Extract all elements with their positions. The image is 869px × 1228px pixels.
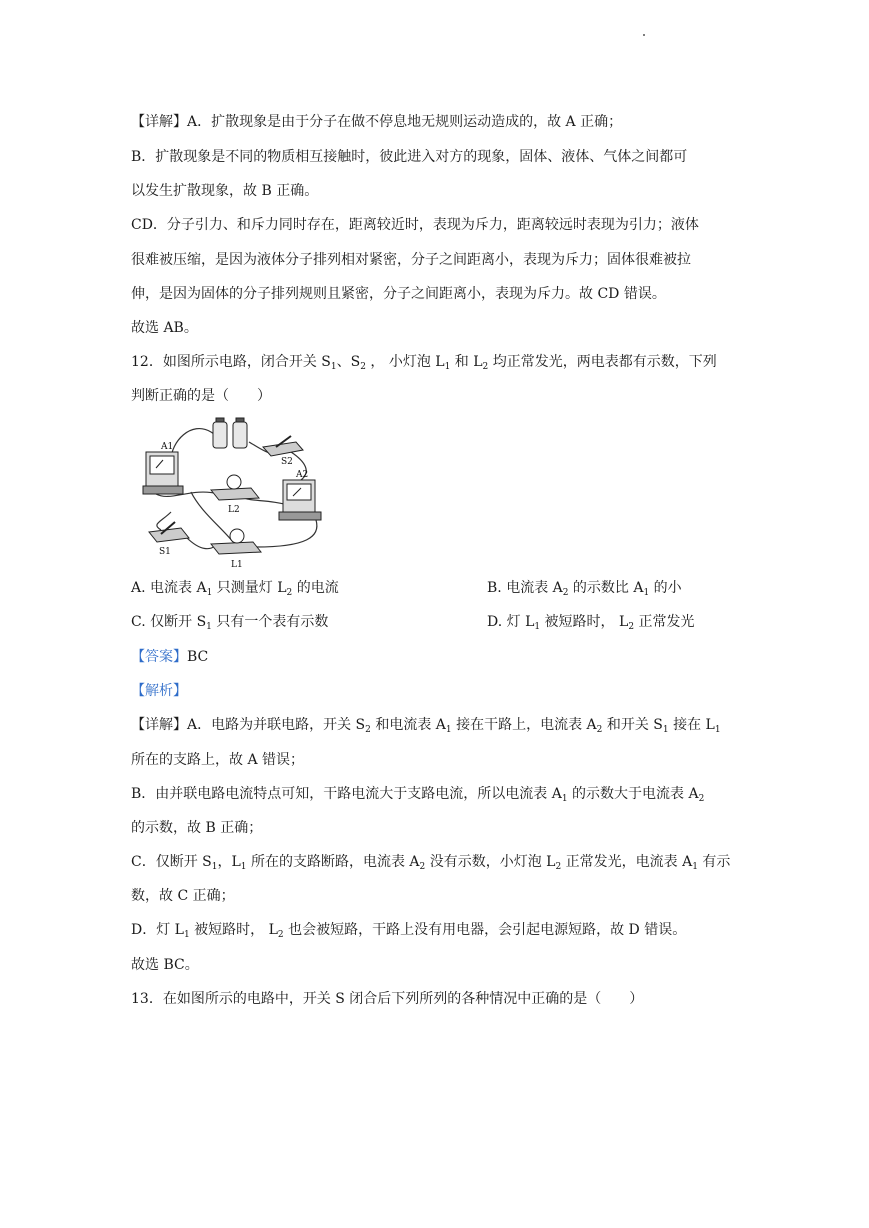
option-a: A. 电流表 $A_1$ 只测量灯 $L_2$ 的电流 (131, 580, 339, 598)
conclusion-ab: 故选 AB。 (131, 320, 198, 336)
label-a1: A1 (161, 442, 174, 452)
detail-paragraph-b-line2: 以发生扩散现象，故 B 正确。 (131, 183, 319, 199)
detail-paragraph-a: 【详解】A．扩散现象是由于分子在做不停息地无规则运动造成的，故 A 正确； (131, 114, 623, 130)
analysis-b-line1: B．由并联电路电流特点可知，干路电流大于支路电流，所以电流表 $A_1$ 的示数大于电流表 $A_2$ (131, 786, 705, 804)
conclusion-bc: 故选 BC。 (131, 957, 199, 973)
label-l2: L2 (228, 505, 240, 515)
option-b: B. 电流表 $A_2$ 的示数比 $A_1$ 的小 (487, 580, 682, 598)
label-l1: L1 (231, 560, 243, 570)
analysis-a-line2: 所在的支路上，故 A 错误； (131, 752, 305, 768)
detail-paragraph-cd-line1: CD．分子引力、和斥力同时存在，距离较近时，表现为斥力，距离较远时表现为引力；液体 (131, 217, 699, 233)
analysis-c-line1: C．仅断开 $S_1$，$L_1$ 所在的支路断路，电流表 $A_2$ 没有示数，小灯泡 $L_2$ 正常发光，电流表 $A_1$ 有示 (131, 854, 731, 872)
option-c: C. 仅断开 $S_1$ 只有一个表有示数 (131, 614, 329, 632)
label-s1: S1 (159, 547, 171, 557)
detail-paragraph-b-line1: B．扩散现象是不同的物质相互接触时，彼此进入对方的现象，固体、液体、气体之间都可 (131, 149, 688, 165)
label-a2: A2 (296, 470, 309, 480)
question-12-stem-line2: 判断正确的是（ ） (131, 388, 271, 404)
label-s2: S2 (281, 457, 293, 467)
analysis-d-line: D．灯 $L_1$ 被短路时， $L_2$ 也会被短路，干路上没有用电器，会引起电源短路，故 D 错误。 (131, 922, 687, 940)
detail-paragraph-cd-line3: 伸，是因为固体的分子排列规则且紧密，分子之间距离小，表现为斥力。故 CD 错误。 (131, 286, 666, 302)
question-12-stem: 12．如图所示电路，闭合开关 $S_1$、$S_2$ ， 小灯泡 $L_1$ 和 $L_2$ 均正常发光，两电表都有示数，下列 (131, 354, 717, 372)
detail-paragraph-cd-line2: 很难被压缩，是因为液体分子排列相对紧密，分子之间距离小，表现为斥力；固体很难被拉 (131, 252, 691, 268)
answer-line: 【答案】BC (131, 649, 209, 665)
analysis-b-line2: 的示数，故 B 正确； (131, 820, 263, 836)
circuit-figure (131, 412, 336, 572)
analysis-a-line1: 【详解】A．电路为并联电路，开关 $S_2$ 和电流表 $A_1$ 接在干路上，电流表 $A_2$ 和开关 $S_1$ 接在 $L_1$ (131, 717, 721, 735)
question-13-stem: 13．在如图所示的电路中，开关 S 闭合后下列所列的各种情况中正确的是（ ） (131, 991, 644, 1007)
header-mark (643, 34, 645, 36)
option-d: D. 灯 $L_1$ 被短路时， $L_2$ 正常发光 (487, 614, 695, 632)
analysis-c-line2: 数，故 C 正确； (131, 888, 235, 904)
analysis-heading: 【解析】 (131, 683, 187, 699)
